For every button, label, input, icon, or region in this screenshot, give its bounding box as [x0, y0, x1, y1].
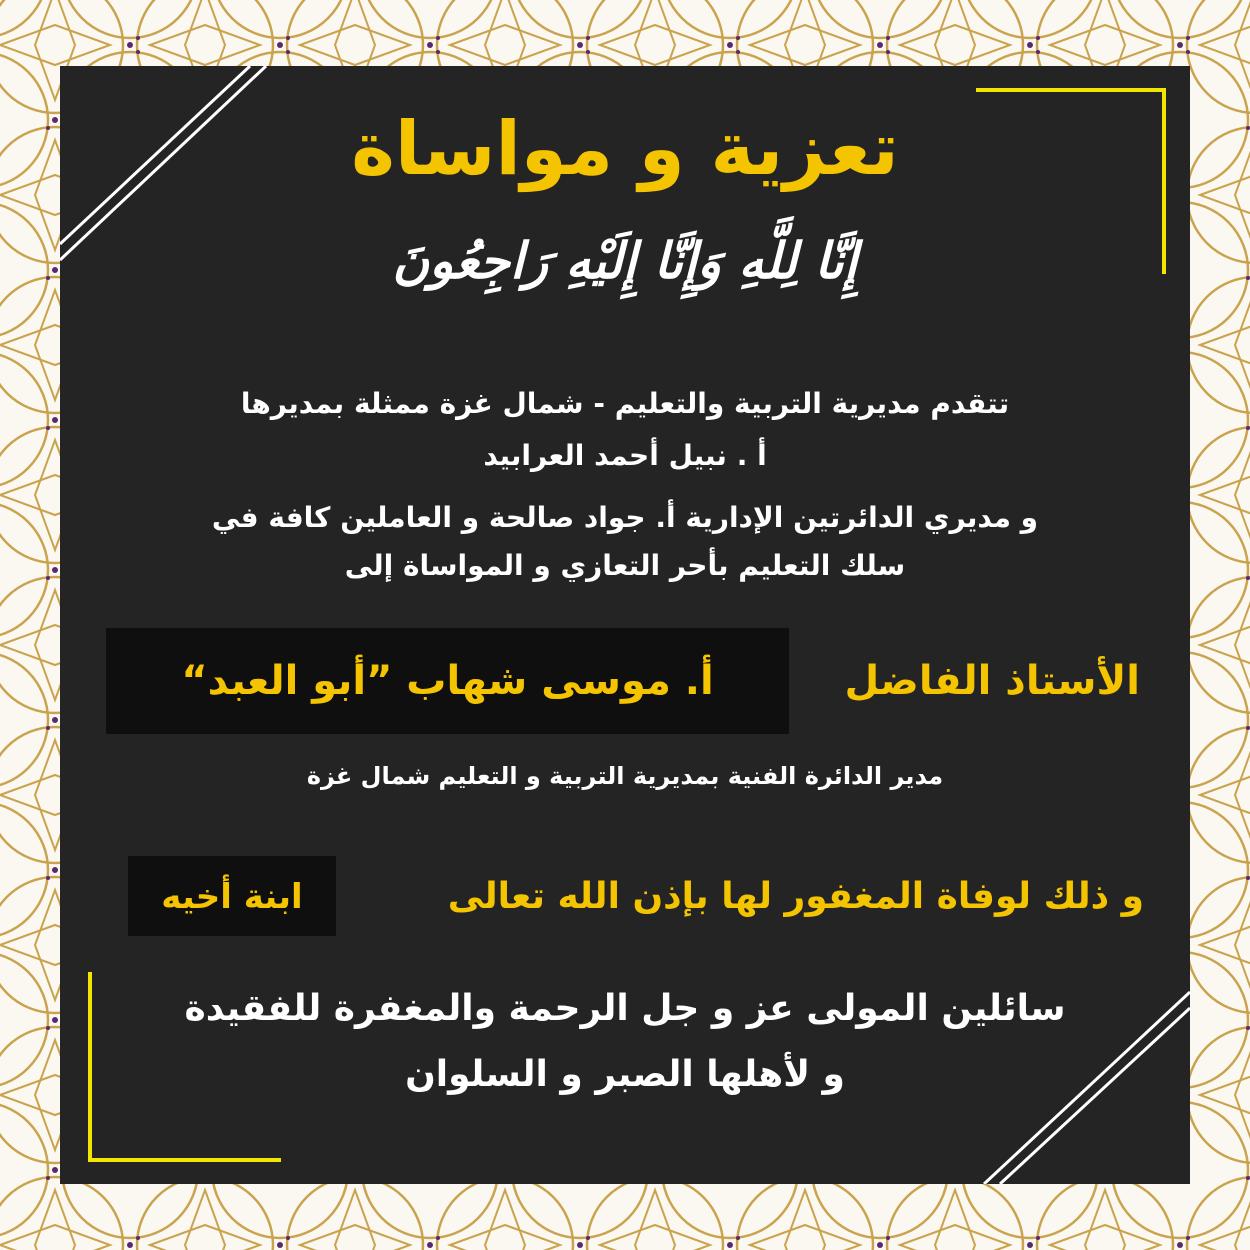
- honoree-label: الأستاذ الفاضل: [844, 658, 1140, 704]
- honoree-position: مدير الدائرة الفنية بمديرية التربية و التعليم شمال غزة: [306, 762, 944, 790]
- quran-verse-calligraphy: إِنَّا لِلَّهِ وَإِنَّا إِلَيْهِ رَاجِعُونَ: [392, 231, 858, 290]
- prayer-line-2: و لأهلها الصبر و السلوان: [405, 1054, 845, 1095]
- card-title: تعزية و مواساة: [351, 106, 899, 192]
- condolence-panel: [60, 66, 1190, 1184]
- intro-line-3: و مديري الدائرتين الإدارية أ. جواد صالحة و العاملين كافة في: [211, 501, 1039, 534]
- prayer-line-1: سائلين المولى عز و جل الرحمة والمغفرة للفقيدة: [184, 988, 1066, 1029]
- deceased-relation: ابنة أخيه: [161, 877, 303, 917]
- death-announcement: و ذلك لوفاة المغفور لها بإذن الله تعالى: [447, 876, 1144, 917]
- intro-line-1: تتقدم مديرية التربية والتعليم - شمال غزة ممثلة بمديرها: [240, 387, 1010, 420]
- intro-line-4: سلك التعليم بأحر التعازي و المواساة إلى: [344, 549, 906, 582]
- intro-line-2: أ . نبيل أحمد العرابيد: [483, 439, 767, 472]
- honoree-name: أ. موسى شهاب ”أبو العبد“: [181, 658, 714, 704]
